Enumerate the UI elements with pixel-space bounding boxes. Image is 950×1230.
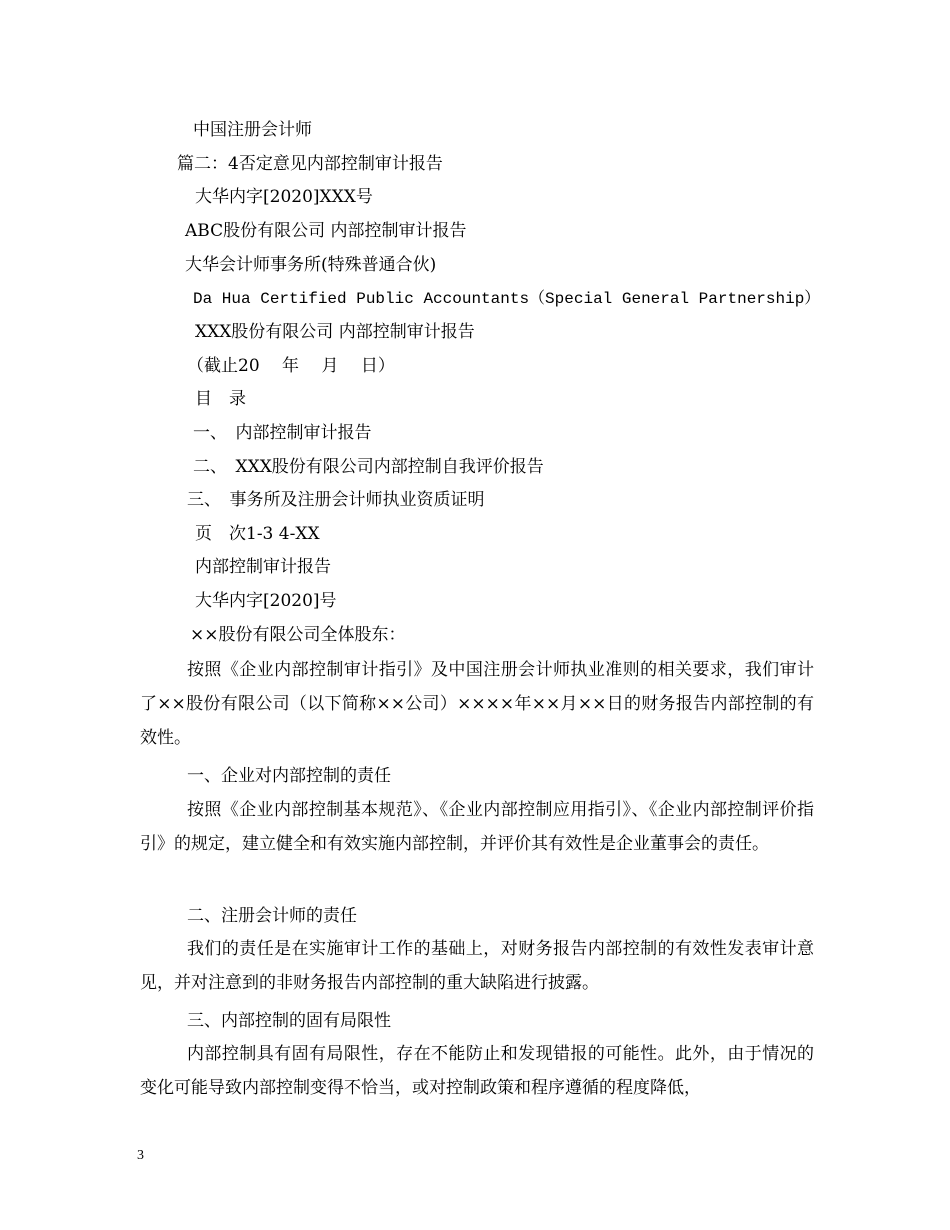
reference-number-2: 大华内字[2020]号 xyxy=(195,591,337,611)
toc-item-1: 一、 内部控制审计报告 xyxy=(193,423,372,443)
section-1-title: 一、企业对内部控制的责任 xyxy=(187,766,391,786)
toc-item-3: 三、 事务所及注册会计师执业资质证明 xyxy=(187,490,485,510)
section-1-body: 按照《企业内部控制基本规范》、《企业内部控制应用指引》、《企业内部控制评价指引》的规定，建立健全和有效实施内部控制，并评价其有效性是企业董事会的责任。 xyxy=(140,800,814,854)
part-two-heading: 篇二：4否定意见内部控制审计报告 xyxy=(177,154,443,174)
firm-name-english: Da Hua Certified Public Accountants（Special General Partnership） xyxy=(193,290,821,308)
toc-title: 目 录 xyxy=(195,389,246,409)
xxx-report-title: XXX股份有限公司 内部控制审计报告 xyxy=(195,322,475,342)
report-heading: 内部控制审计报告 xyxy=(195,557,331,577)
firm-name-chinese: 大华会计师事务所(特殊普通合伙) xyxy=(185,255,437,275)
page-number: 3 xyxy=(137,1148,144,1163)
cpa-title: 中国注册会计师 xyxy=(193,120,312,140)
addressee: ××股份有限公司全体股东： xyxy=(190,625,406,645)
pages-label: 页 次1-3 4-XX xyxy=(195,524,320,544)
section-2-body: 我们的责任是在实施审计工作的基础上，对财务报告内部控制的有效性发表审计意见，并对注意到的非财务报告内部控制的重大缺陷进行披露。 xyxy=(140,939,814,993)
section-3-title: 三、内部控制的固有局限性 xyxy=(187,1011,391,1031)
section-2-title: 二、注册会计师的责任 xyxy=(187,906,357,926)
section-3-body: 内部控制具有固有局限性，存在不能防止和发现错报的可能性。此外，由于情况的变化可能导致内部控制变得不恰当，或对控制政策和程序遵循的程度降低， xyxy=(140,1044,814,1098)
reference-number: 大华内字[2020]XXX号 xyxy=(195,187,373,207)
as-of-date: （截止20 年 月 日） xyxy=(187,356,395,376)
intro-paragraph: 按照《企业内部控制审计指引》及中国注册会计师执业准则的相关要求，我们审计了××股份有限公司（以下简称××公司）××××年××月××日的财务报告内部控制的有效性。 xyxy=(140,660,814,748)
toc-item-2: 二、 XXX股份有限公司内部控制自我评价报告 xyxy=(193,457,544,477)
abc-report-title: ABC股份有限公司 内部控制审计报告 xyxy=(185,221,467,241)
